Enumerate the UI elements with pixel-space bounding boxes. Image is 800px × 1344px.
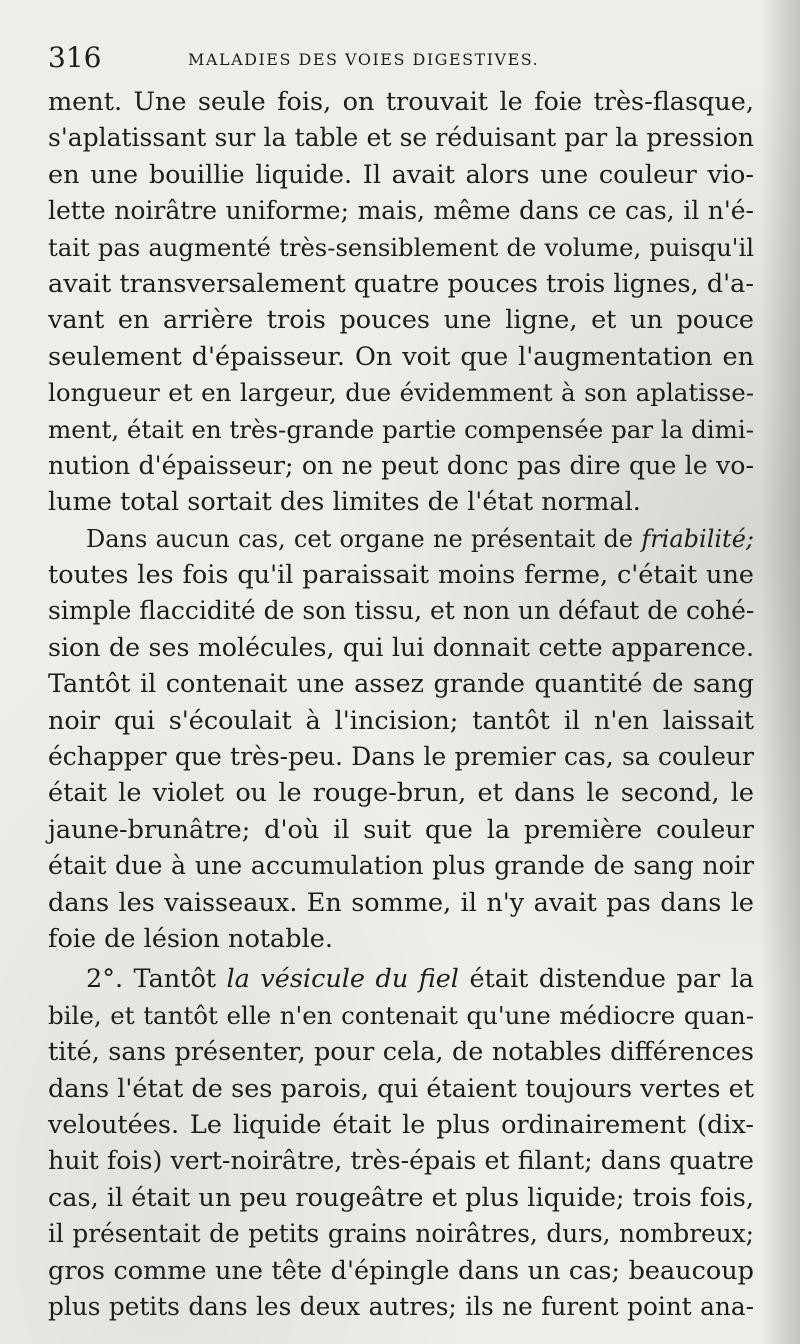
text-line: longueur et en largeur, due évidemment à son aplatisse- — [48, 378, 754, 408]
text-line: dans les vaisseaux. En somme, il n'y avait pas dans le — [48, 887, 754, 918]
text-line: jaune-brunâtre; d'où il suit que la première couleur — [48, 814, 754, 845]
italic-term: la vésicule du fiel — [226, 964, 459, 995]
text-line: vant en arrière trois pouces une ligne, et un pouce — [48, 305, 754, 336]
text-line: il présentait de petits grains noirâtres, durs, nombreux; — [48, 1219, 754, 1249]
text-line: s'aplatissant sur la table et se réduisant par la pression — [48, 123, 754, 153]
text-line: veloutées. Le liquide était le plus ordinairement (dix- — [48, 1109, 754, 1140]
text-line: en une bouillie liquide. Il avait alors une couleur vio- — [48, 159, 754, 190]
text-line: avait transversalement quatre pouces trois lignes, d'a- — [48, 268, 754, 299]
page-header — [48, 40, 748, 80]
text-line: lume total sortait des limites de l'état normal. — [48, 487, 641, 518]
text-line: ment, était en très-grande partie compensée par la dimi- — [48, 414, 754, 444]
text-line: plus petits dans les deux autres; ils ne furent point ana- — [48, 1291, 754, 1321]
text-line: était due à une accumulation plus grande de sang noir — [48, 851, 754, 881]
text-line: noir qui s'écoulait à l'incision; tantôt il n'en laissait — [48, 705, 754, 736]
text-line: toutes les fois qu'il paraissait moins ferme, c'était une — [48, 560, 754, 591]
text-line: dans l'état de ses parois, qui étaient toujours vertes et — [48, 1073, 754, 1104]
text-line: bile, et tantôt elle n'en contenait qu'une médiocre quan- — [48, 1000, 754, 1030]
text-line: Dans aucun cas, cet organe ne présentait de friabilité; — [86, 524, 754, 553]
text-line: cas, il était un peu rougeâtre et plus liquide; trois fois, — [48, 1182, 754, 1213]
body-text — [48, 84, 754, 1325]
text-line: foie de lésion notable. — [48, 923, 333, 954]
running-title: MALADIES DES VOIES DIGESTIVES. — [188, 50, 540, 69]
text-line: était le violet ou le rouge-brun, et dans le second, le — [48, 778, 754, 809]
text-line: huit fois) vert-noirâtre, très-épais et filant; dans quatre — [48, 1146, 754, 1176]
text-line: tait pas augmenté très-sensiblement de volume, puisqu'il — [48, 232, 754, 262]
page-number: 316 — [48, 41, 102, 74]
text-line: simple flaccidité de son tissu, et non un défaut de cohé- — [48, 596, 755, 626]
text-line: ment. Une seule fois, on trouvait le foie très-flasque, — [48, 87, 754, 117]
text-line: gros comme une tête d'épingle dans un cas; beaucoup — [48, 1255, 754, 1286]
text-line: nution d'épaisseur; on ne peut donc pas dire que le vo- — [48, 450, 754, 480]
text-line: seulement d'épaisseur. On voit que l'augmentation en — [48, 341, 754, 372]
text-line: Tantôt il contenait une assez grande quantité de sang — [48, 669, 754, 700]
spine-shadow — [760, 0, 800, 1344]
text-line: 2°. Tantôt la vésicule du fiel était distendue par la — [86, 964, 755, 995]
text-line: tité, sans présenter, pour cela, de notables différences — [48, 1037, 754, 1068]
text-line: lette noirâtre uniforme; mais, même dans ce cas, il n'é- — [48, 196, 754, 226]
text-line: échapper que très-peu. Dans le premier cas, sa couleur — [48, 742, 754, 772]
text-line: sion de ses molécules, qui lui donnait cette apparence. — [48, 632, 754, 662]
italic-term: friabilité; — [641, 524, 754, 553]
